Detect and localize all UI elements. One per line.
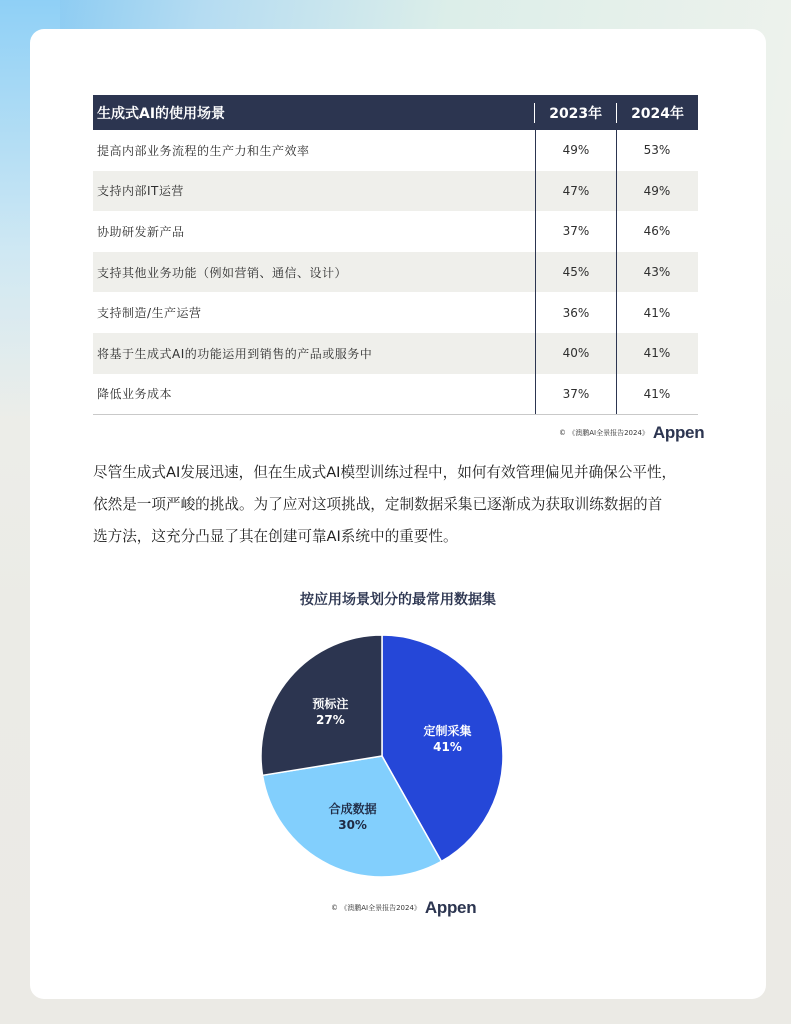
row-2023-value: 36%	[535, 292, 616, 333]
pie-slices	[261, 635, 503, 877]
slice-percent-label: 27%	[316, 713, 345, 728]
slice-percent-label: 30%	[338, 818, 367, 833]
row-2024-value: 53%	[616, 130, 697, 171]
row-2023-value: 37%	[535, 211, 616, 252]
chart-source-credit	[331, 898, 476, 918]
slice-percent-label: 41%	[433, 739, 462, 754]
row-label: 提高内部业务流程的生产力和生产效率	[97, 143, 310, 158]
header-2024: 2024年	[616, 103, 698, 123]
content-card	[30, 29, 766, 999]
slice-name-label: 合成数据	[328, 802, 377, 817]
row-label: 支持内部IT运营	[97, 184, 184, 199]
paragraph-line: 选方法，这充分凸显了其在创建可靠AI系统中的重要性。	[93, 528, 458, 545]
row-2023-value: 37%	[535, 374, 616, 415]
row-2024-value: 49%	[616, 171, 697, 212]
row-2024-value: 41%	[616, 374, 697, 415]
paragraph-line: 尽管生成式AI发展迅速，但在生成式AI模型训练过程中，如何有效管理偏见并确保公平性，	[93, 464, 677, 481]
pie-chart	[30, 29, 766, 999]
row-2023-value: 40%	[535, 333, 616, 374]
paragraph-line: 依然是一项严峻的挑战。为了应对这项挑战，定制数据采集已逐渐成为获取训练数据的首	[93, 496, 663, 513]
row-label: 降低业务成本	[97, 387, 173, 402]
row-2024-value: 41%	[616, 333, 697, 374]
source-text: © 《澳鹏AI全景报告2024》	[331, 904, 421, 912]
row-2023-value: 47%	[535, 171, 616, 212]
row-2023-value: 49%	[535, 130, 616, 171]
chart-title: 按应用场景划分的最常用数据集	[300, 592, 496, 608]
header-scenario: 生成式AI的使用场景	[97, 105, 226, 122]
row-2024-value: 43%	[616, 252, 697, 293]
appen-logo: Appen	[652, 423, 705, 442]
row-2024-value: 41%	[616, 292, 697, 333]
row-label: 将基于生成式AI的功能运用到销售的产品或服务中	[97, 346, 373, 361]
source-text: © 《澳鹏AI全景报告2024》	[559, 429, 649, 437]
slice-name-label: 预标注	[312, 697, 349, 712]
row-2024-value: 46%	[616, 211, 697, 252]
row-label: 支持其他业务功能（例如营销、通信、设计）	[97, 265, 348, 280]
slice-name-label: 定制采集	[423, 723, 472, 738]
row-label: 协助研发新产品	[97, 224, 185, 239]
header-2023: 2023年	[534, 103, 616, 123]
appen-logo: Appen	[424, 898, 477, 917]
row-label: 支持制造/生产运营	[97, 306, 202, 321]
row-2023-value: 45%	[535, 252, 616, 293]
